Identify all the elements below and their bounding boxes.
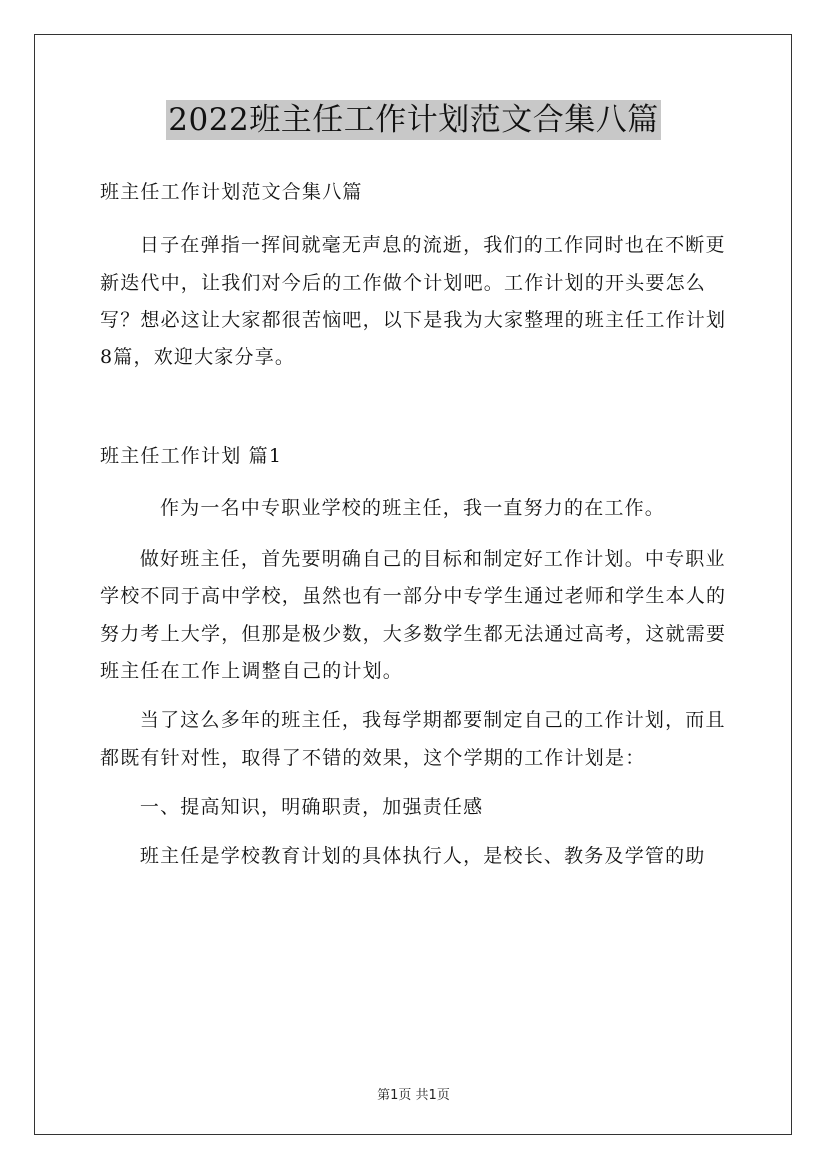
body-subheading-1: 一、提高知识，明确职责，加强责任感 [139, 795, 484, 818]
section-heading: 班主任工作计划 篇1 [100, 445, 283, 468]
title-container [0, 100, 827, 140]
section-opening-line: 作为一名中专职业学校的班主任，我一直努力的在工作。 [160, 496, 666, 519]
page-footer: 第1页 共1页 [377, 1088, 450, 1103]
intro-paragraph: 日子在弹指一挥间就毫无声息的流逝，我们的工作同时也在不断更新迭代中，让我们对今后的工作做个计划吧。工作计划的开头要怎么写？想必这让大家都很苦恼吧，以下是我为大家整理的班主任工作计划8篇，欢迎大家分享。 [100, 234, 727, 369]
document-subtitle: 班主任工作计划范文合集八篇 [100, 181, 363, 203]
body-paragraph-1: 做好班主任，首先要明确自己的目标和制定好工作计划。中专职业学校不同于高中学校，虽然也有一部分中专学生通过老师和学生本人的努力考上大学，但那是极少数，大多数学生都无法通过高考，这就需要班主任在工作上调整自己的计划。 [100, 548, 727, 682]
document-title: 2022班主任工作计划范文合集八篇 [168, 102, 659, 138]
body-paragraph-2: 当了这么多年的班主任，我每学期都要制定自己的工作计划，而且都既有针对性，取得了不错的效果，这个学期的工作计划是： [100, 709, 726, 769]
body-paragraph-3: 班主任是学校教育计划的具体执行人，是校长、教务及学管的助 [139, 845, 706, 868]
document-body [100, 174, 728, 875]
